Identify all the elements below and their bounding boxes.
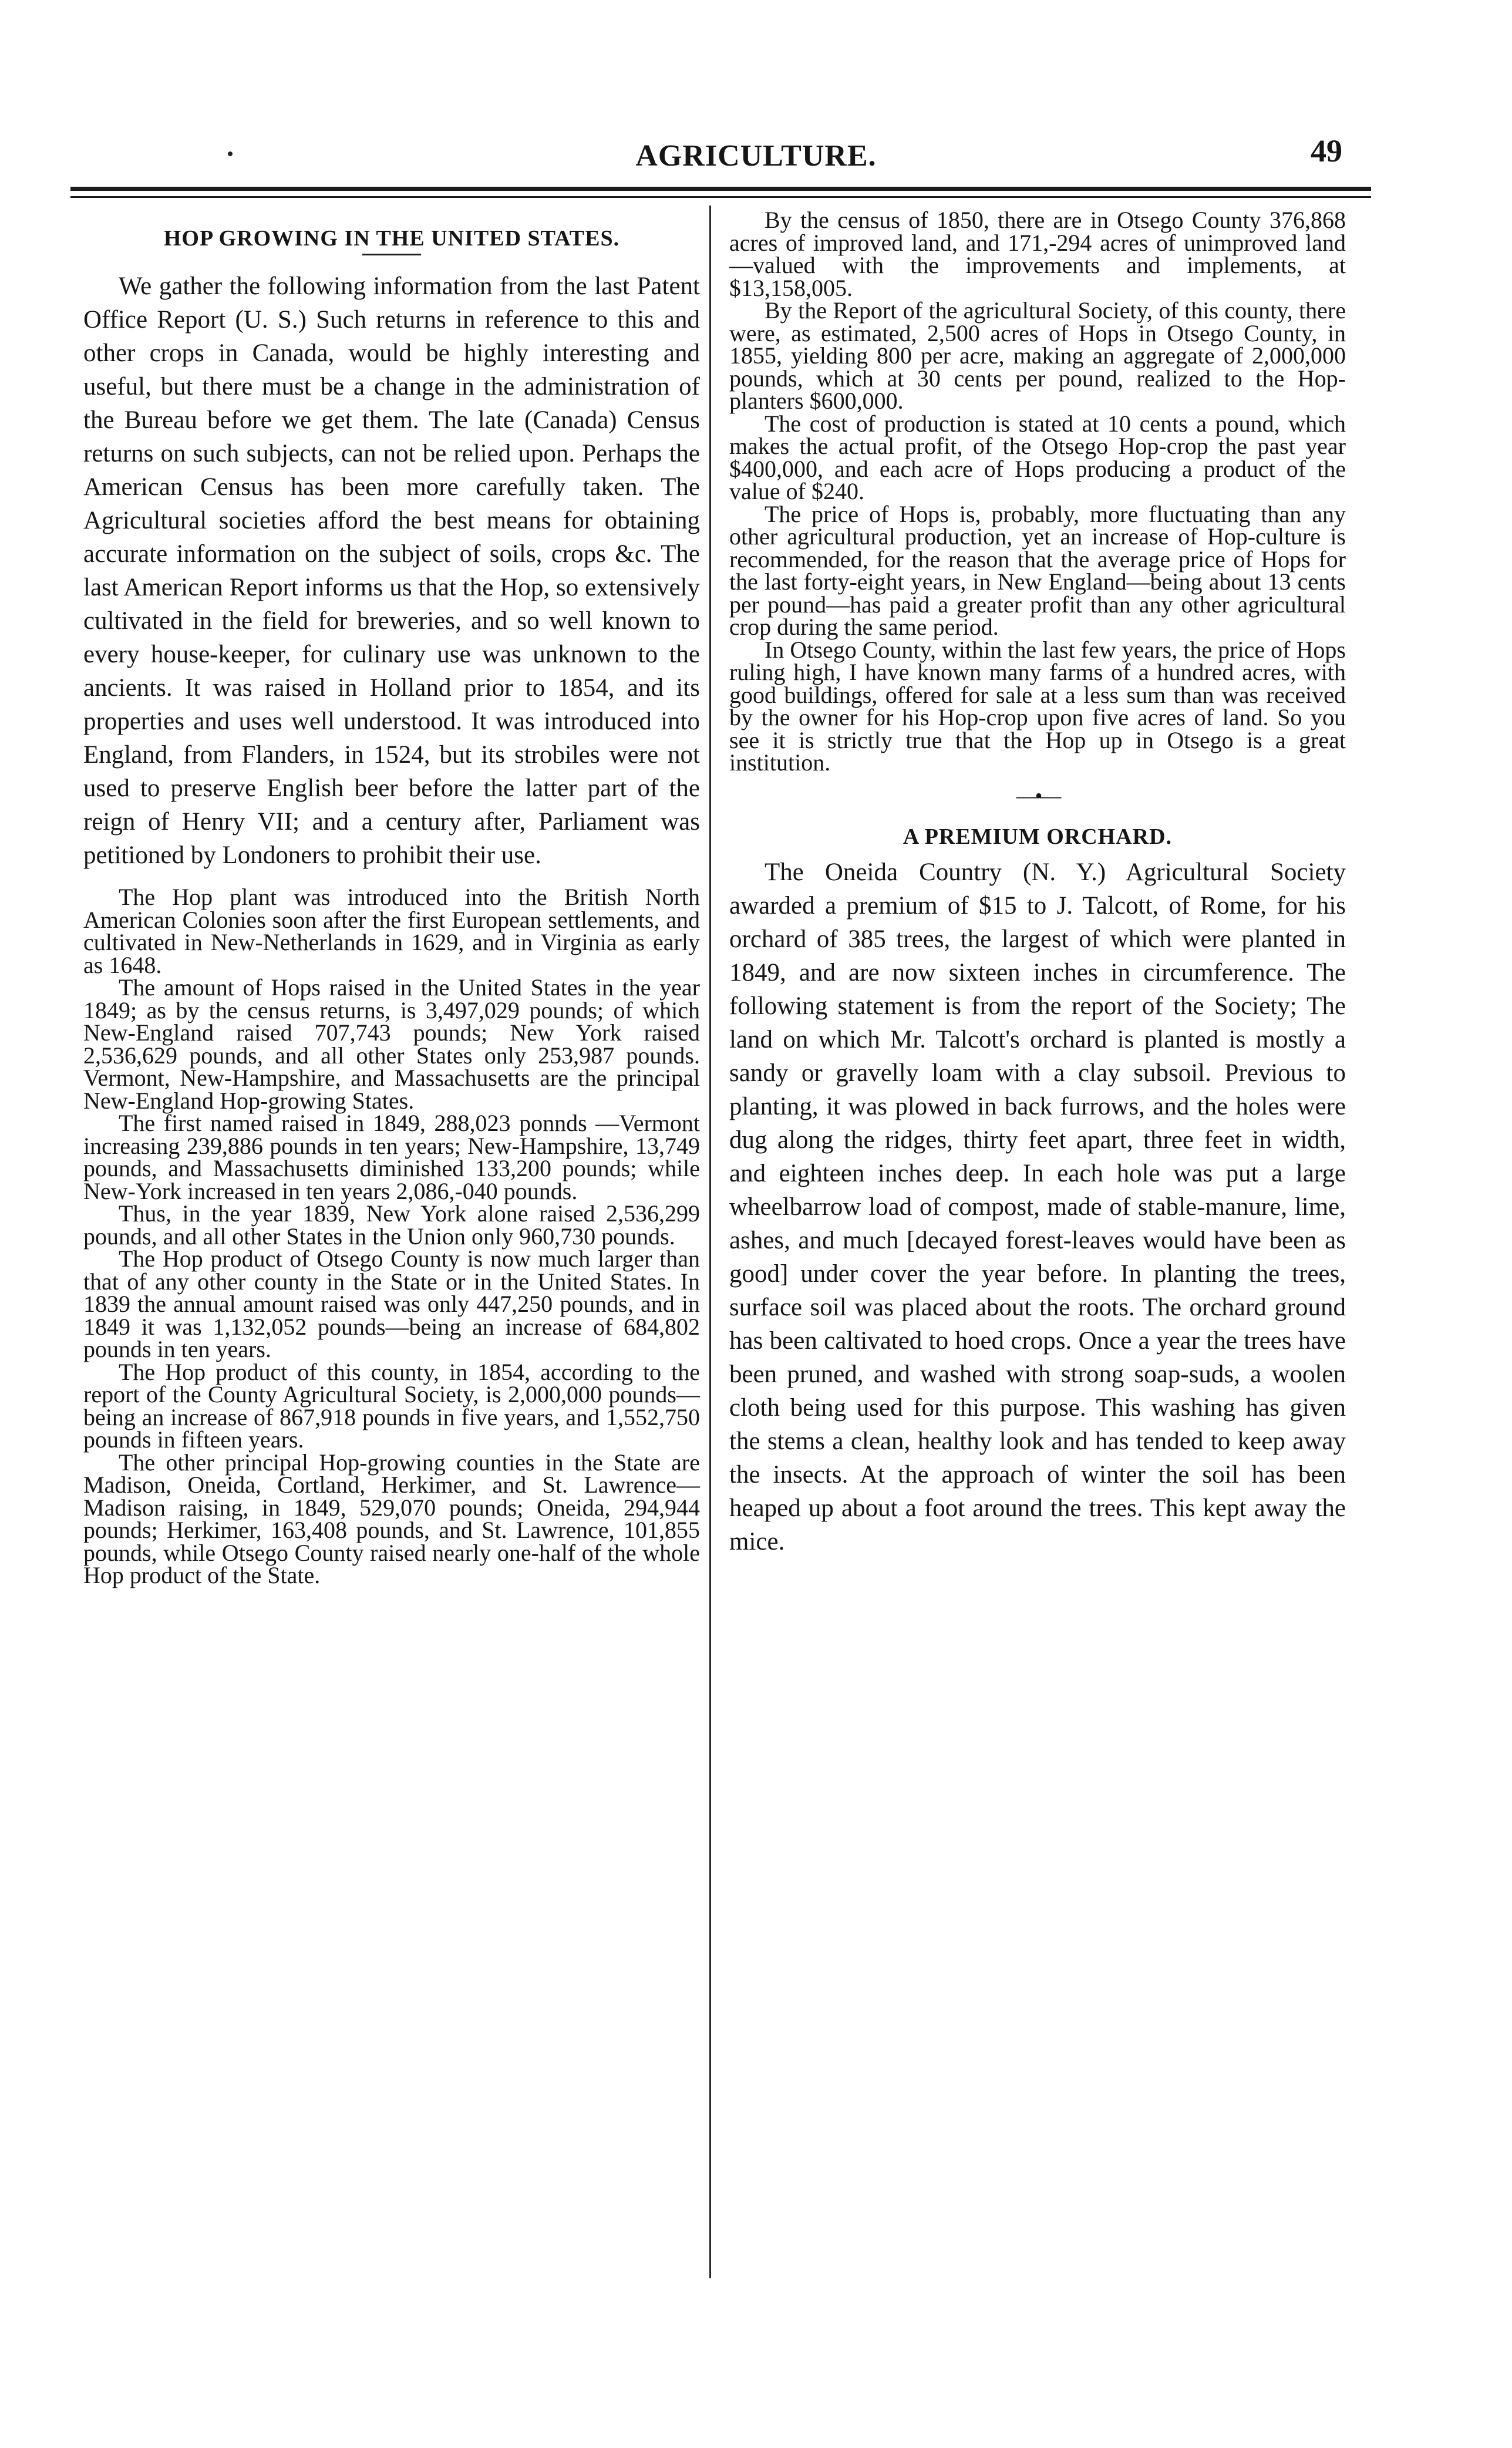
header-rule-thin (70, 196, 1371, 198)
heading-rule (362, 254, 421, 255)
hop-intro-paragraph: We gather the following information from the last Patent Office Report (U. S.) Such returns in reference to this and other crops in Canada, would be highly interesting and useful, but there must be a change in the administration of the Bureau before we get them. The late (Canada) Census returns on such subjects, can not be relied upon. Perhaps the American Census has been more carefully taken. The Agricultural societies afford the best means for obtaining accurate information on the subject of soils, crops &c. The last American Report informs us that the Hop, so extensively cultivated in the field for breweries, and so well known to every house-keeper, for culinary use was unknown to the ancients. It was raised in Holland prior to 1854, and its properties and uses well understood. It was introduced into England, from Flanders, in 1524, but its strobiles were not used to preserve English beer before the latter part of the reign of Henry VII; and a century after, Parliament was petitioned by Londoners to prohibit their use. (83, 272, 700, 869)
hop-paragraph: The cost of production is stated at 10 cents a pound, which makes the actual profit, of the Otsego Hop-crop the past year $400,000, and each acre of Hops producing a product of the value of $240. (729, 410, 1346, 504)
right-column (729, 209, 1346, 1558)
orchard-paragraph: The Oneida Country (N. Y.) Agricultural Society awarded a premium of $15 to J. Talcott, of Rome, for his orchard of 385 trees, the largest of which were planted in 1849, and are now sixteen inches in circumference. The following statement is from the report of the Society; The land on which Mr. Talcott's orchard is planted is mostly a sandy or gravelly loam with a clay subsoil. Previous to planting, it was plowed in back furrows, and the holes were dug along the ridges, thirty feet apart, three feet in width, and eighteen inches deep. In each hole was put a large wheelbarrow load of compost, made of stable-manure, lime, ashes, and much [decayed forest-leaves would have been as good] under cover the year before. In planting the trees, surface soil was placed about the roots. The orchard ground has been caltivated to hoed crops. Once a year the trees have been pruned, and washed with strong soap-suds, a woolen cloth being used for this purpose. This washing has given the stems a clean, healthy look and has tended to keep away the insects. At the approach of winter the soil has been heaped up about a foot around the trees. This kept away the mice. (729, 858, 1346, 1555)
hop-paragraph: The other principal Hop-growing counties in the State are Madison, Oneida, Cortland, Herkimer, and St. Lawrence—Madison raising, in 1849, 529,070 pounds; Oneida, 294,944 pounds; Herkimer, 163,408 pounds, and St. Lawrence, 101,855 pounds, while Otsego County raised nearly one-half of the whole Hop product of the State. (83, 1449, 700, 1588)
column-divider (709, 206, 711, 2278)
hop-article-title: HOP GROWING IN THE UNITED STATES. (163, 226, 620, 251)
running-title: AGRICULTURE. (635, 139, 877, 173)
orchard-article-title: A PREMIUM ORCHARD. (903, 824, 1173, 849)
hop-paragraph: The Hop product of Otsego County is now much larger than that of any other county in the State or in the United States. In 1839 the annual amount raised was only 447,250 pounds, and in 1849 it was 1,132,052 pounds—being an increase of 684,802 pounds in ten years. (83, 1245, 700, 1362)
hop-paragraph: The Hop product of this county, in 1854, according to the report of the County Agricultural Society, is 2,000,000 pounds—being an increase of 867,918 pounds in five years, and 1,552,750 pounds in fifteen years. (83, 1358, 700, 1453)
page-number: 49 (1311, 133, 1342, 169)
left-column (83, 209, 700, 1587)
hop-paragraph: The price of Hops is, probably, more fluctuating than any other agricultural production, yet an increase of Hop-culture is recommended, for the reason that the average price of Hops for the last forty-eight years, in New England—being about 13 cents per pound—has paid a greater profit than any other agricultural crop during the same period. (729, 500, 1346, 640)
section-ornament: —•— (1016, 783, 1059, 807)
hop-paragraph: By the Report of the agricultural Society, of this county, there were, as estimated, 2,500 acres of Hops in Otsego County, in 1855, yielding 800 per acre, making an aggregate of 2,000,000 pounds, which at 30 cents per pound, realized to the Hop-planters $600,000. (729, 297, 1346, 414)
hop-paragraph: The amount of Hops raised in the United States in the year 1849; as by the census returns, is 3,497,029 pounds; of which New-England raised 707,743 pounds; New York raised 2,536,629 pounds, and all other States only 253,987 pounds. Vermont, New-Hampshire, and Massachusetts are the principal New-England Hop-growing States. (83, 974, 700, 1114)
header-rule-thick (70, 187, 1371, 191)
hop-paragraph: By the census of 1850, there are in Otsego County 376,868 acres of improved land, and 171,-294 acres of unimproved land—valued with the improvements and implements, at $13,158,005. (729, 207, 1346, 301)
hop-paragraph: The Hop plant was introduced into the British North American Colonies soon after the first European settlements, and cultivated in New-Netherlands in 1629, and in Virginia as early as 1648. (83, 884, 700, 978)
hop-paragraph: The first named raised in 1849, 288,023 ponnds —Vermont increasing 239,886 pounds in ten years; New-Hampshire, 13,749 pounds, and Massachusetts diminished 133,200 pounds; while New-York increased in ten years 2,086,-040 pounds. (83, 1110, 700, 1204)
hop-paragraph: Thus, in the year 1839, New York alone raised 2,536,299 pounds, and all other States in the Union only 960,730 pounds. (83, 1200, 700, 1250)
hop-paragraph: In Otsego County, within the last few years, the price of Hops ruling high, I have known many farms of a hundred acres, with good buildings, offered for sale at a less sum than was received by the owner for his Hop-crop upon five acres of land. So you see it is strictly true that the Hop up in Otsego is a great institution. (729, 636, 1346, 776)
